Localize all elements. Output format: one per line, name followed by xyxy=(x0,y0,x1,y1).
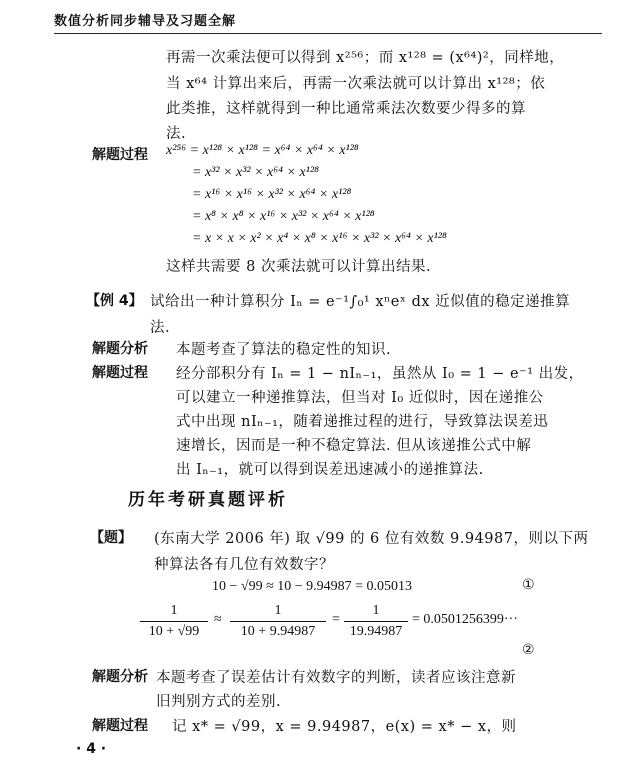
fraction-1-bar xyxy=(140,621,208,622)
problem-line-2: 种算法各有几位有效数字？ xyxy=(154,557,334,573)
header-rule xyxy=(54,33,602,34)
solution-label: 解题过程 xyxy=(92,147,148,163)
solution-conclusion: 这样共需要 8 次乘法就可以计算出结果. xyxy=(166,259,432,275)
fraction-2-denominator: 10 + 9.94987 xyxy=(240,624,316,639)
fraction-2-numerator: 1 xyxy=(274,603,282,618)
fraction-1 xyxy=(140,603,208,640)
header-title: 数值分析同步辅导及习题全解 xyxy=(54,14,237,29)
problem-label: 【题】 xyxy=(90,530,132,546)
solution2-line-5: 出 Iₙ₋₁，就可以得到误差迅速减小的递推算法. xyxy=(176,462,484,478)
analysis2-label: 解题分析 xyxy=(92,669,148,685)
example-line-1: 试给出一种计算积分 Iₙ = e⁻¹∫₀¹ xⁿeˣ dx 近似值的稳定递推算 xyxy=(150,294,571,310)
solution3-label: 解题过程 xyxy=(92,718,148,734)
solution2-line-4: 速增长，因而是一种不稳定算法. 但从该递推公式中解 xyxy=(176,438,532,454)
equation-1: 10 − √99 ≈ 10 − 9.94987 = 0.05013 xyxy=(212,579,413,594)
equals-sign: = xyxy=(332,612,340,627)
fraction-2-bar xyxy=(230,621,326,622)
fraction-1-numerator: 1 xyxy=(170,603,178,618)
solution-eq-line-3: = x¹⁶ × x¹⁶ × x³² × x⁶⁴ × x¹²⁸ xyxy=(192,187,352,202)
solution-eq-line-1: x²⁵⁶ = x¹²⁸ × x¹²⁸ = x⁶⁴ × x⁶⁴ × x¹²⁸ xyxy=(166,143,359,158)
solution2-line-1: 经分部积分有 Iₙ = 1 − nIₙ₋₁，虽然从 I₀ = 1 − e⁻¹ 出发， xyxy=(176,366,584,382)
equation-2-number: ② xyxy=(522,642,535,658)
intro-line-4: 法. xyxy=(166,126,187,142)
intro-line-2: 当 x⁶⁴ 计算出来后，再需一次乘法就可以计算出 x¹²⁸；依 xyxy=(166,76,546,92)
example-line-2: 法. xyxy=(150,320,171,336)
example-label: 【例 4】 xyxy=(86,293,143,309)
analysis-text: 本题考查了算法的稳定性的知识. xyxy=(176,342,392,358)
equation-2-tail: = 0.0501256399··· xyxy=(412,612,518,627)
analysis2-line-2: 旧判别方式的差别. xyxy=(156,694,282,710)
fraction-3-numerator: 1 xyxy=(372,603,380,618)
solution2-line-2: 可以建立一种递推算法，但当对 I₀ 近似时，因在递推公 xyxy=(176,390,544,406)
solution-eq-line-2: = x³² × x³² × x⁶⁴ × x¹²⁸ xyxy=(192,165,319,180)
section-title: 历年考研真题评析 xyxy=(128,490,288,510)
intro-line-1: 再需一次乘法便可以得到 x²⁵⁶；而 x¹²⁸ = (x⁶⁴)²，同样地， xyxy=(166,50,565,66)
equation-1-number: ① xyxy=(522,577,535,593)
approx-sign: ≈ xyxy=(214,612,222,627)
fraction-3-denominator: 19.94987 xyxy=(349,624,403,639)
fraction-3-bar xyxy=(344,621,408,622)
intro-line-3: 此类推，这样就得到一种比通常乘法次数要少得多的算 xyxy=(166,101,526,117)
solution-eq-line-5: = x × x × x² × x⁴ × x⁸ × x¹⁶ × x³² × x⁶⁴ × x¹²⁸ xyxy=(192,231,447,246)
solution2-label: 解题过程 xyxy=(92,365,148,381)
analysis-label: 解题分析 xyxy=(92,341,148,357)
page-number: · 4 · xyxy=(76,741,107,757)
solution3-line-1: 记 x* = √99，x = 9.94987，e(x) = x* − x，则 xyxy=(172,719,517,735)
analysis2-line-1: 本题考查了误差估计有效数字的判断，读者应该注意新 xyxy=(156,670,516,686)
fraction-3 xyxy=(344,603,408,640)
fraction-1-denominator: 10 + √99 xyxy=(148,624,200,639)
solution-eq-line-4: = x⁸ × x⁸ × x¹⁶ × x³² × x⁶⁴ × x¹²⁸ xyxy=(192,209,375,224)
fraction-2 xyxy=(230,603,326,640)
solution2-line-3: 式中出现 nIₙ₋₁，随着递推过程的进行，导致算法误差迅 xyxy=(176,414,549,430)
problem-line-1: (东南大学 2006 年) 取 √99 的 6 位有效数 9.94987，则以下两 xyxy=(154,531,589,547)
